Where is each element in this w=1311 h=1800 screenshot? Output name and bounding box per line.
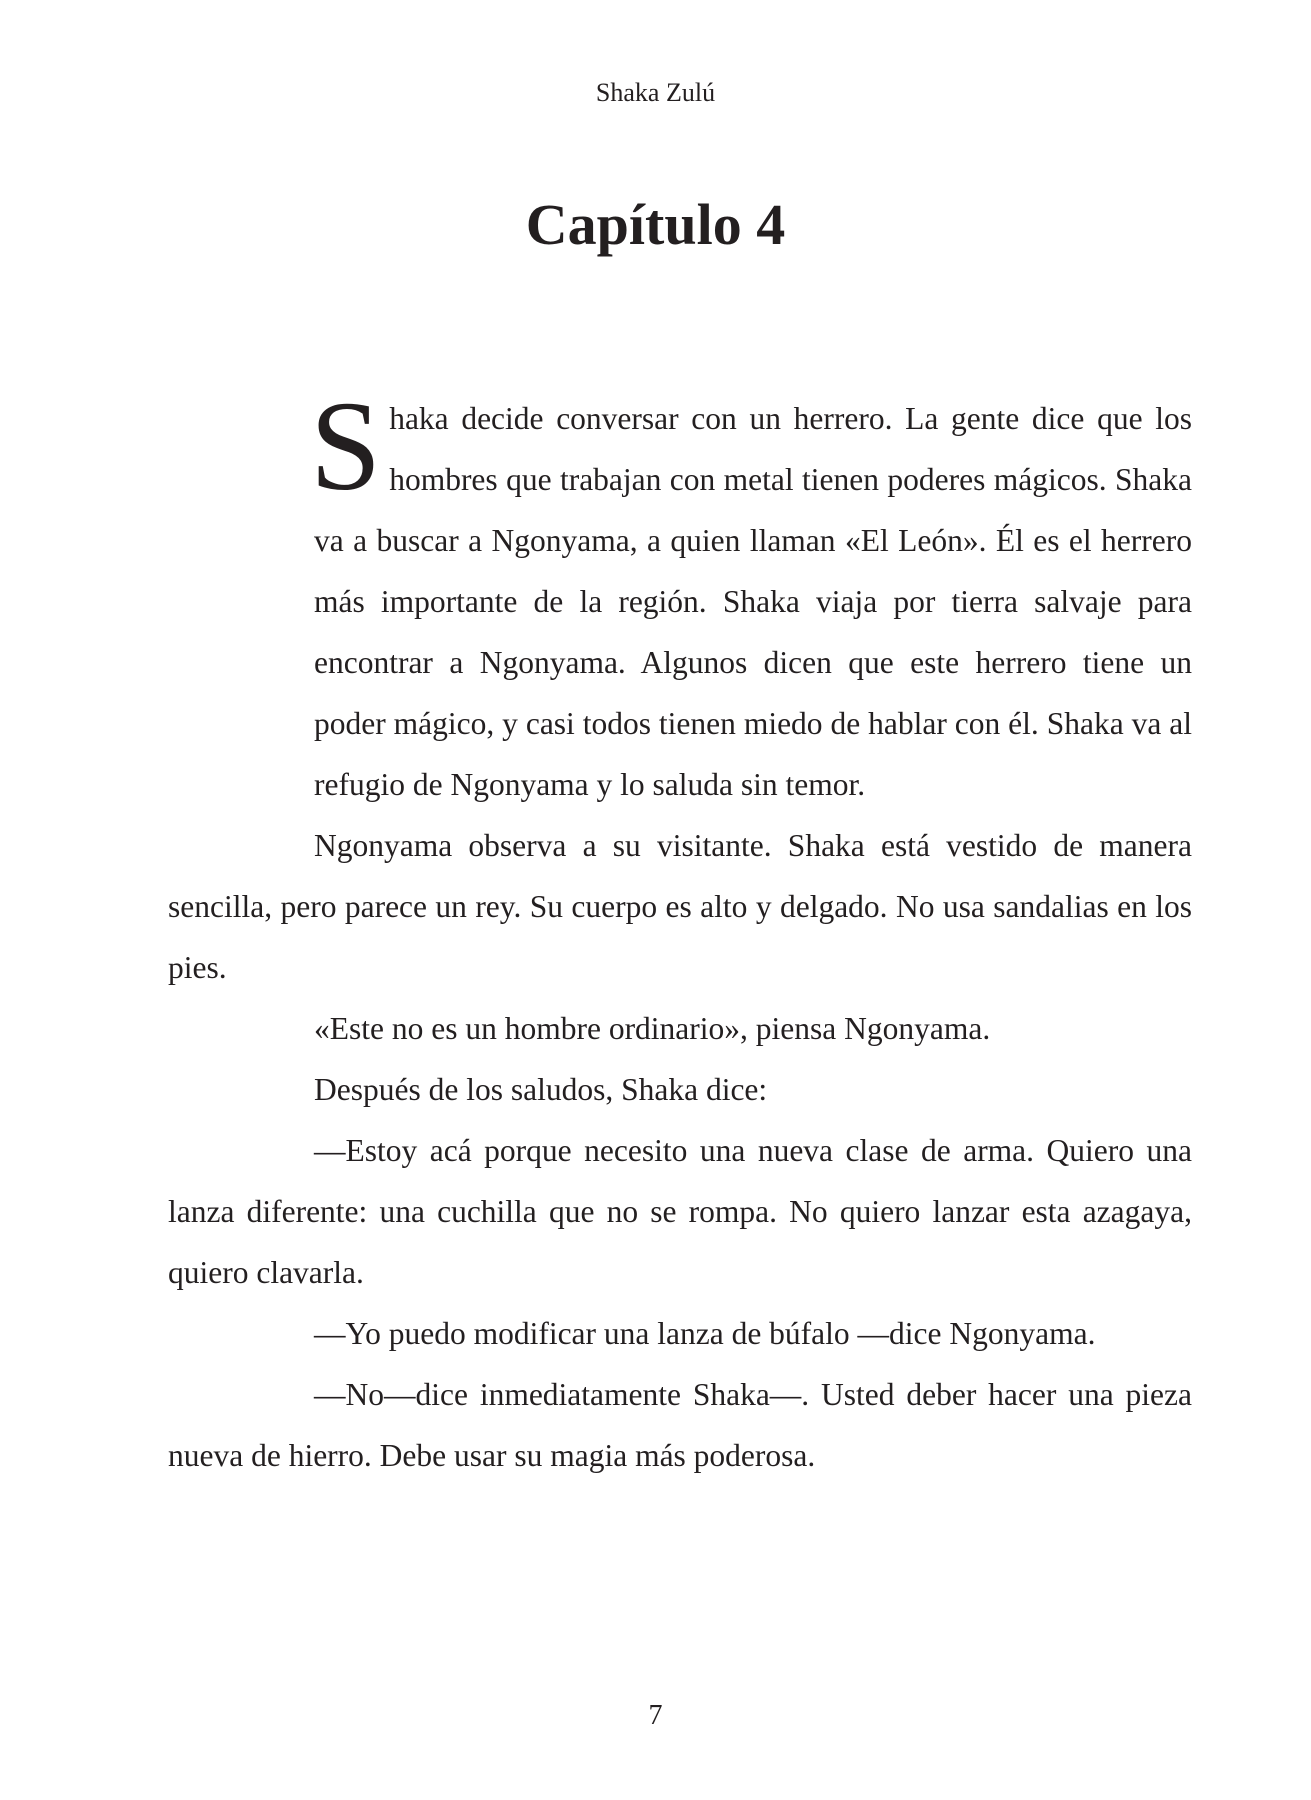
chapter-body: [168, 375, 1192, 1486]
paragraph-1: [168, 375, 1192, 815]
paragraph-2: Ngonyama observa a su visitante. Shaka está vestido de manera sencilla, pero parece un rey. Su cuerpo es alto y delgado. No usa sandalias en los pies.: [168, 828, 1192, 985]
chapter-title: Capítulo 4: [525, 192, 786, 257]
paragraph-4: Después de los saludos, Shaka dice:: [314, 1072, 768, 1107]
paragraph-1-text: haka decide conversar con un herrero. La gente dice que los hombres que trabajan con metal tienen poderes mágicos. Shaka va a buscar a Ngonyama, a quien llaman «El León». Él es el herrero más importante de la región. Shaka viaja por tierra salvaje para encontrar a Ngonyama. Algunos dicen que este herrero tiene un poder mágico, y casi todos tienen miedo de hablar con él. Shaka va al refugio de Ngonyama y lo saluda sin temor.: [314, 401, 1192, 802]
paragraph-3: «Este no es un hombre ordinario», piensa Ngonyama.: [314, 1011, 991, 1046]
paragraph-6: —Yo puedo modificar una lanza de búfalo —dice Ngonyama.: [314, 1316, 1096, 1351]
paragraph-5: —Estoy acá porque necesito una nueva clase de arma. Quiero una lanza diferente: una cuchilla que no se rompa. No quiero lanzar esta azagaya, quiero clavarla.: [168, 1133, 1192, 1290]
running-header: Shaka Zulú: [595, 78, 716, 107]
drop-cap: S: [310, 375, 382, 517]
page-number: 7: [648, 1700, 663, 1731]
paragraph-7: —No—dice inmediatamente Shaka—. Usted deber hacer una pieza nueva de hierro. Debe usar su magia más poderosa.: [168, 1377, 1192, 1473]
